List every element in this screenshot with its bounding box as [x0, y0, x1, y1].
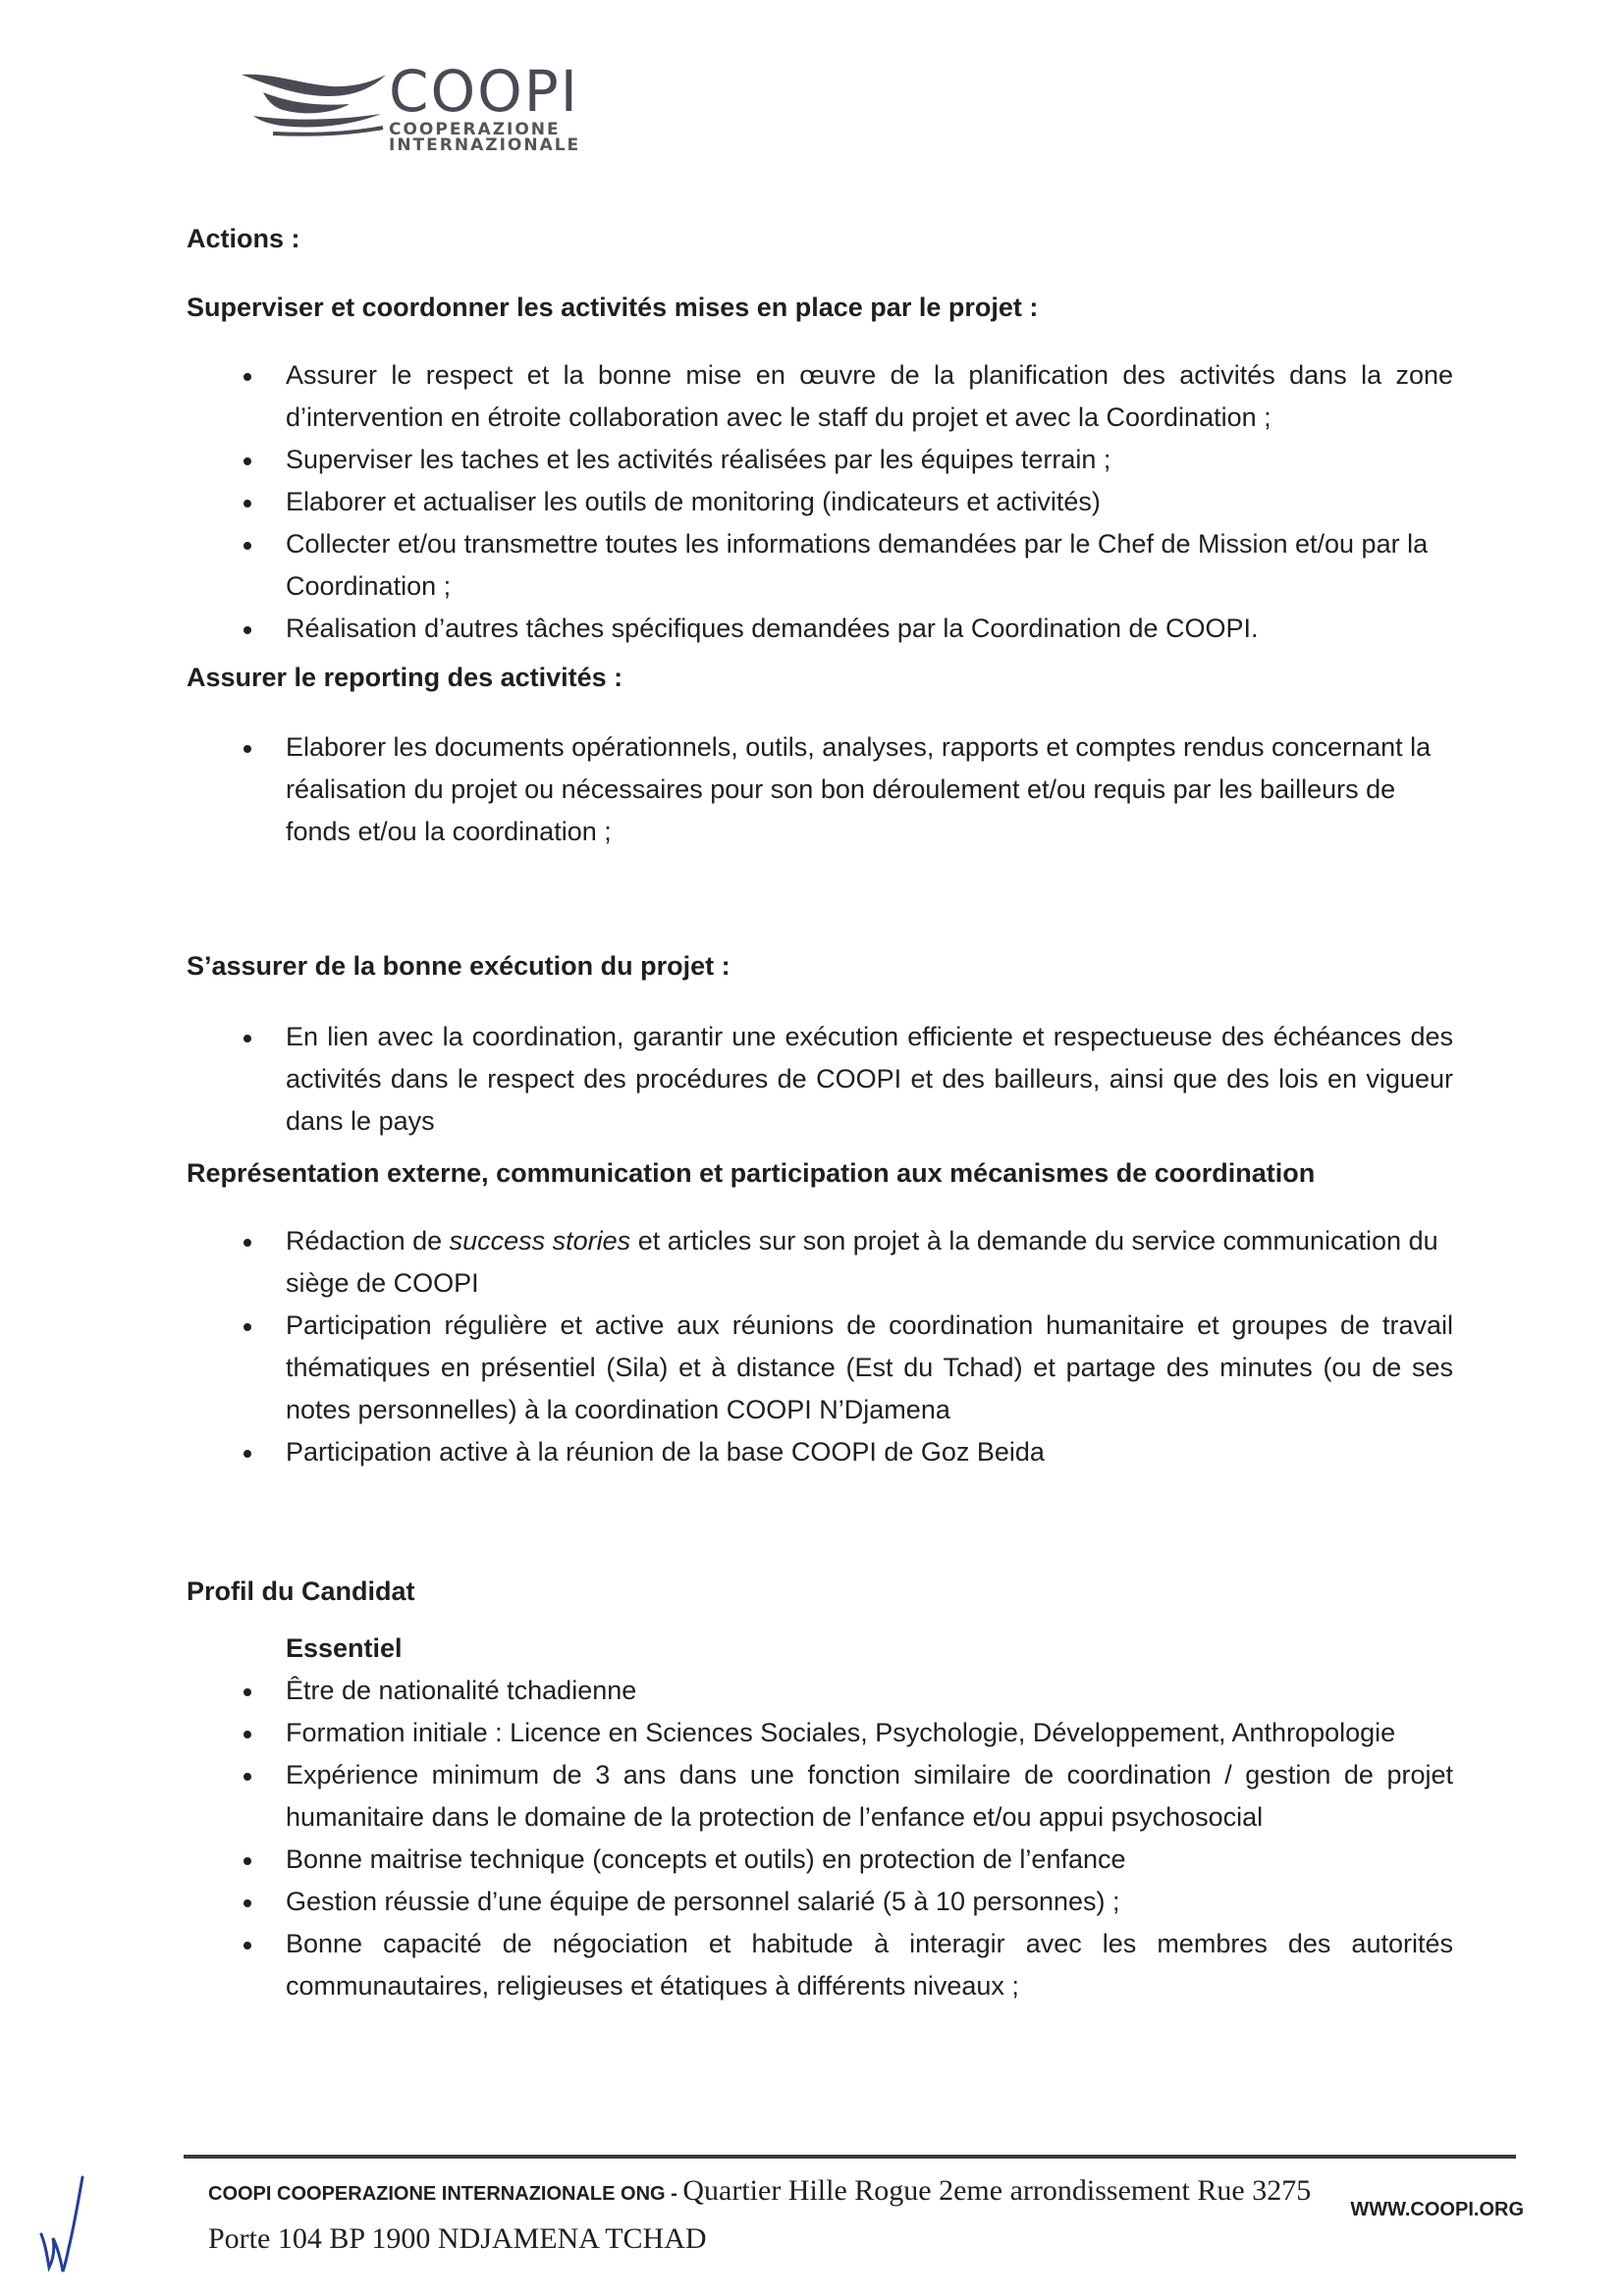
section-heading-execution: S’assurer de la bonne exécution du projet : — [187, 951, 730, 981]
list-item: Collecter et/ou transmettre toutes les informations demandées par le Chef de Mission et/ou par la Coordination ; — [187, 523, 1453, 608]
list-item: Participation active à la réunion de la base COOPI de Goz Beida — [187, 1431, 1453, 1473]
bullet-icon — [243, 1731, 251, 1738]
list-item: Expérience minimum de 3 ans dans une fonction similaire de coordination / gestion de projet humanitaire dans le domaine de la protection de l’enfance et/ou appui psychosocial — [187, 1754, 1453, 1839]
bullet-icon — [243, 542, 251, 550]
supervision-list — [187, 354, 1453, 650]
subheading-essentiel: Essentiel — [286, 1633, 403, 1663]
bullet-icon — [243, 1239, 251, 1247]
bullet-icon — [243, 1899, 251, 1907]
logo-name: COOPI — [389, 58, 579, 125]
bullet-icon — [243, 1857, 251, 1865]
bullet-icon — [243, 626, 251, 634]
list-item: Formation initiale : Licence en Sciences Sociales, Psychologie, Développement, Anthropologie — [187, 1712, 1453, 1754]
section-heading-reporting: Assurer le reporting des activités : — [187, 663, 623, 692]
section-heading-supervision: Superviser et coordonner les activités mises en place par le projet : — [187, 293, 1039, 322]
list-item: Participation régulière et active aux réunions de coordination humanitaire et groupes de travail thématiques en présentiel (Sila) et à distance (Est du Tchad) et partage des minutes (ou de ses notes personnelles) à la coordination COOPI N’Djamena — [187, 1305, 1453, 1431]
list-item: Bonne capacité de négociation et habitude à interagir avec les membres des autorités communautaires, religieuses et étatiques à différents niveaux ; — [187, 1923, 1453, 2007]
list-item: Elaborer et actualiser les outils de monitoring (indicateurs et activités) — [187, 481, 1453, 523]
footer-address: Quartier Hille Rogue 2eme arrondissement Rue 3275 — [682, 2174, 1312, 2207]
handwritten-signature-mark — [35, 2169, 94, 2277]
bullet-icon — [243, 1035, 251, 1042]
reporting-list — [187, 726, 1453, 853]
bullet-icon — [243, 1450, 251, 1458]
bullet-icon — [243, 1688, 251, 1696]
list-item: Assurer le respect et la bonne mise en œuvre de la planification des activités dans la zone d’intervention en étroite collaboration avec le staff du projet et avec la Coordination ; — [187, 354, 1453, 439]
bullet-icon — [243, 1323, 251, 1331]
footer — [208, 2174, 1524, 2255]
list-item: En lien avec la coordination, garantir une exécution efficiente et respectueuse des échéances des activités dans le respect des procédures de COOPI et des bailleurs, ainsi que des lois en vigueur dans le pays — [187, 1016, 1453, 1143]
section-heading-profile: Profil du Candidat — [187, 1576, 415, 1606]
profile-list — [187, 1670, 1453, 2007]
bird-wave-icon — [234, 65, 391, 143]
list-item: Bonne maitrise technique (concepts et outils) en protection de l’enfance — [187, 1839, 1453, 1881]
list-item: Réalisation d’autres tâches spécifiques demandées par la Coordination de COOPI. — [187, 608, 1453, 650]
bullet-icon — [243, 373, 251, 381]
coopi-logo — [234, 58, 666, 155]
footer-cut-line: Porte 104 BP 1900 NDJAMENA TCHAD — [208, 2222, 707, 2255]
list-item: Gestion réussie d’une équipe de personnel salarié (5 à 10 personnes) ; — [187, 1881, 1453, 1923]
bullet-icon — [243, 1942, 251, 1949]
list-item: Superviser les taches et les activités réalisées par les équipes terrain ; — [187, 439, 1453, 481]
footer-org: COOPI COOPERAZIONE INTERNAZIONALE ONG - — [208, 2183, 683, 2205]
footer-website: WWW.COOPI.ORG — [1350, 2199, 1524, 2220]
bullet-icon — [243, 457, 251, 465]
section-heading-actions: Actions : — [187, 224, 300, 253]
footer-divider — [184, 2155, 1516, 2159]
document-body — [187, 218, 1453, 2007]
list-item: Rédaction de success stories et articles sur son projet à la demande du service communication du siège de COOPI — [187, 1220, 1453, 1305]
logo-line-2: INTERNAZIONALE — [389, 135, 581, 155]
bullet-icon — [243, 745, 251, 753]
list-item: Elaborer les documents opérationnels, outils, analyses, rapports et comptes rendus concernant la réalisation du projet ou nécessaires pour son bon déroulement et/ou requis par les bailleurs de fonds et/ou la coordination ; — [187, 726, 1453, 853]
bullet-icon — [243, 500, 251, 507]
section-heading-representation: Représentation externe, communication et participation aux mécanismes de coordination — [187, 1158, 1316, 1188]
bullet-icon — [243, 1773, 251, 1781]
list-item: Être de nationalité tchadienne — [187, 1670, 1453, 1712]
logo-line-1: COOPERAZIONE — [389, 120, 561, 139]
representation-list — [187, 1220, 1453, 1473]
execution-list — [187, 1016, 1453, 1143]
